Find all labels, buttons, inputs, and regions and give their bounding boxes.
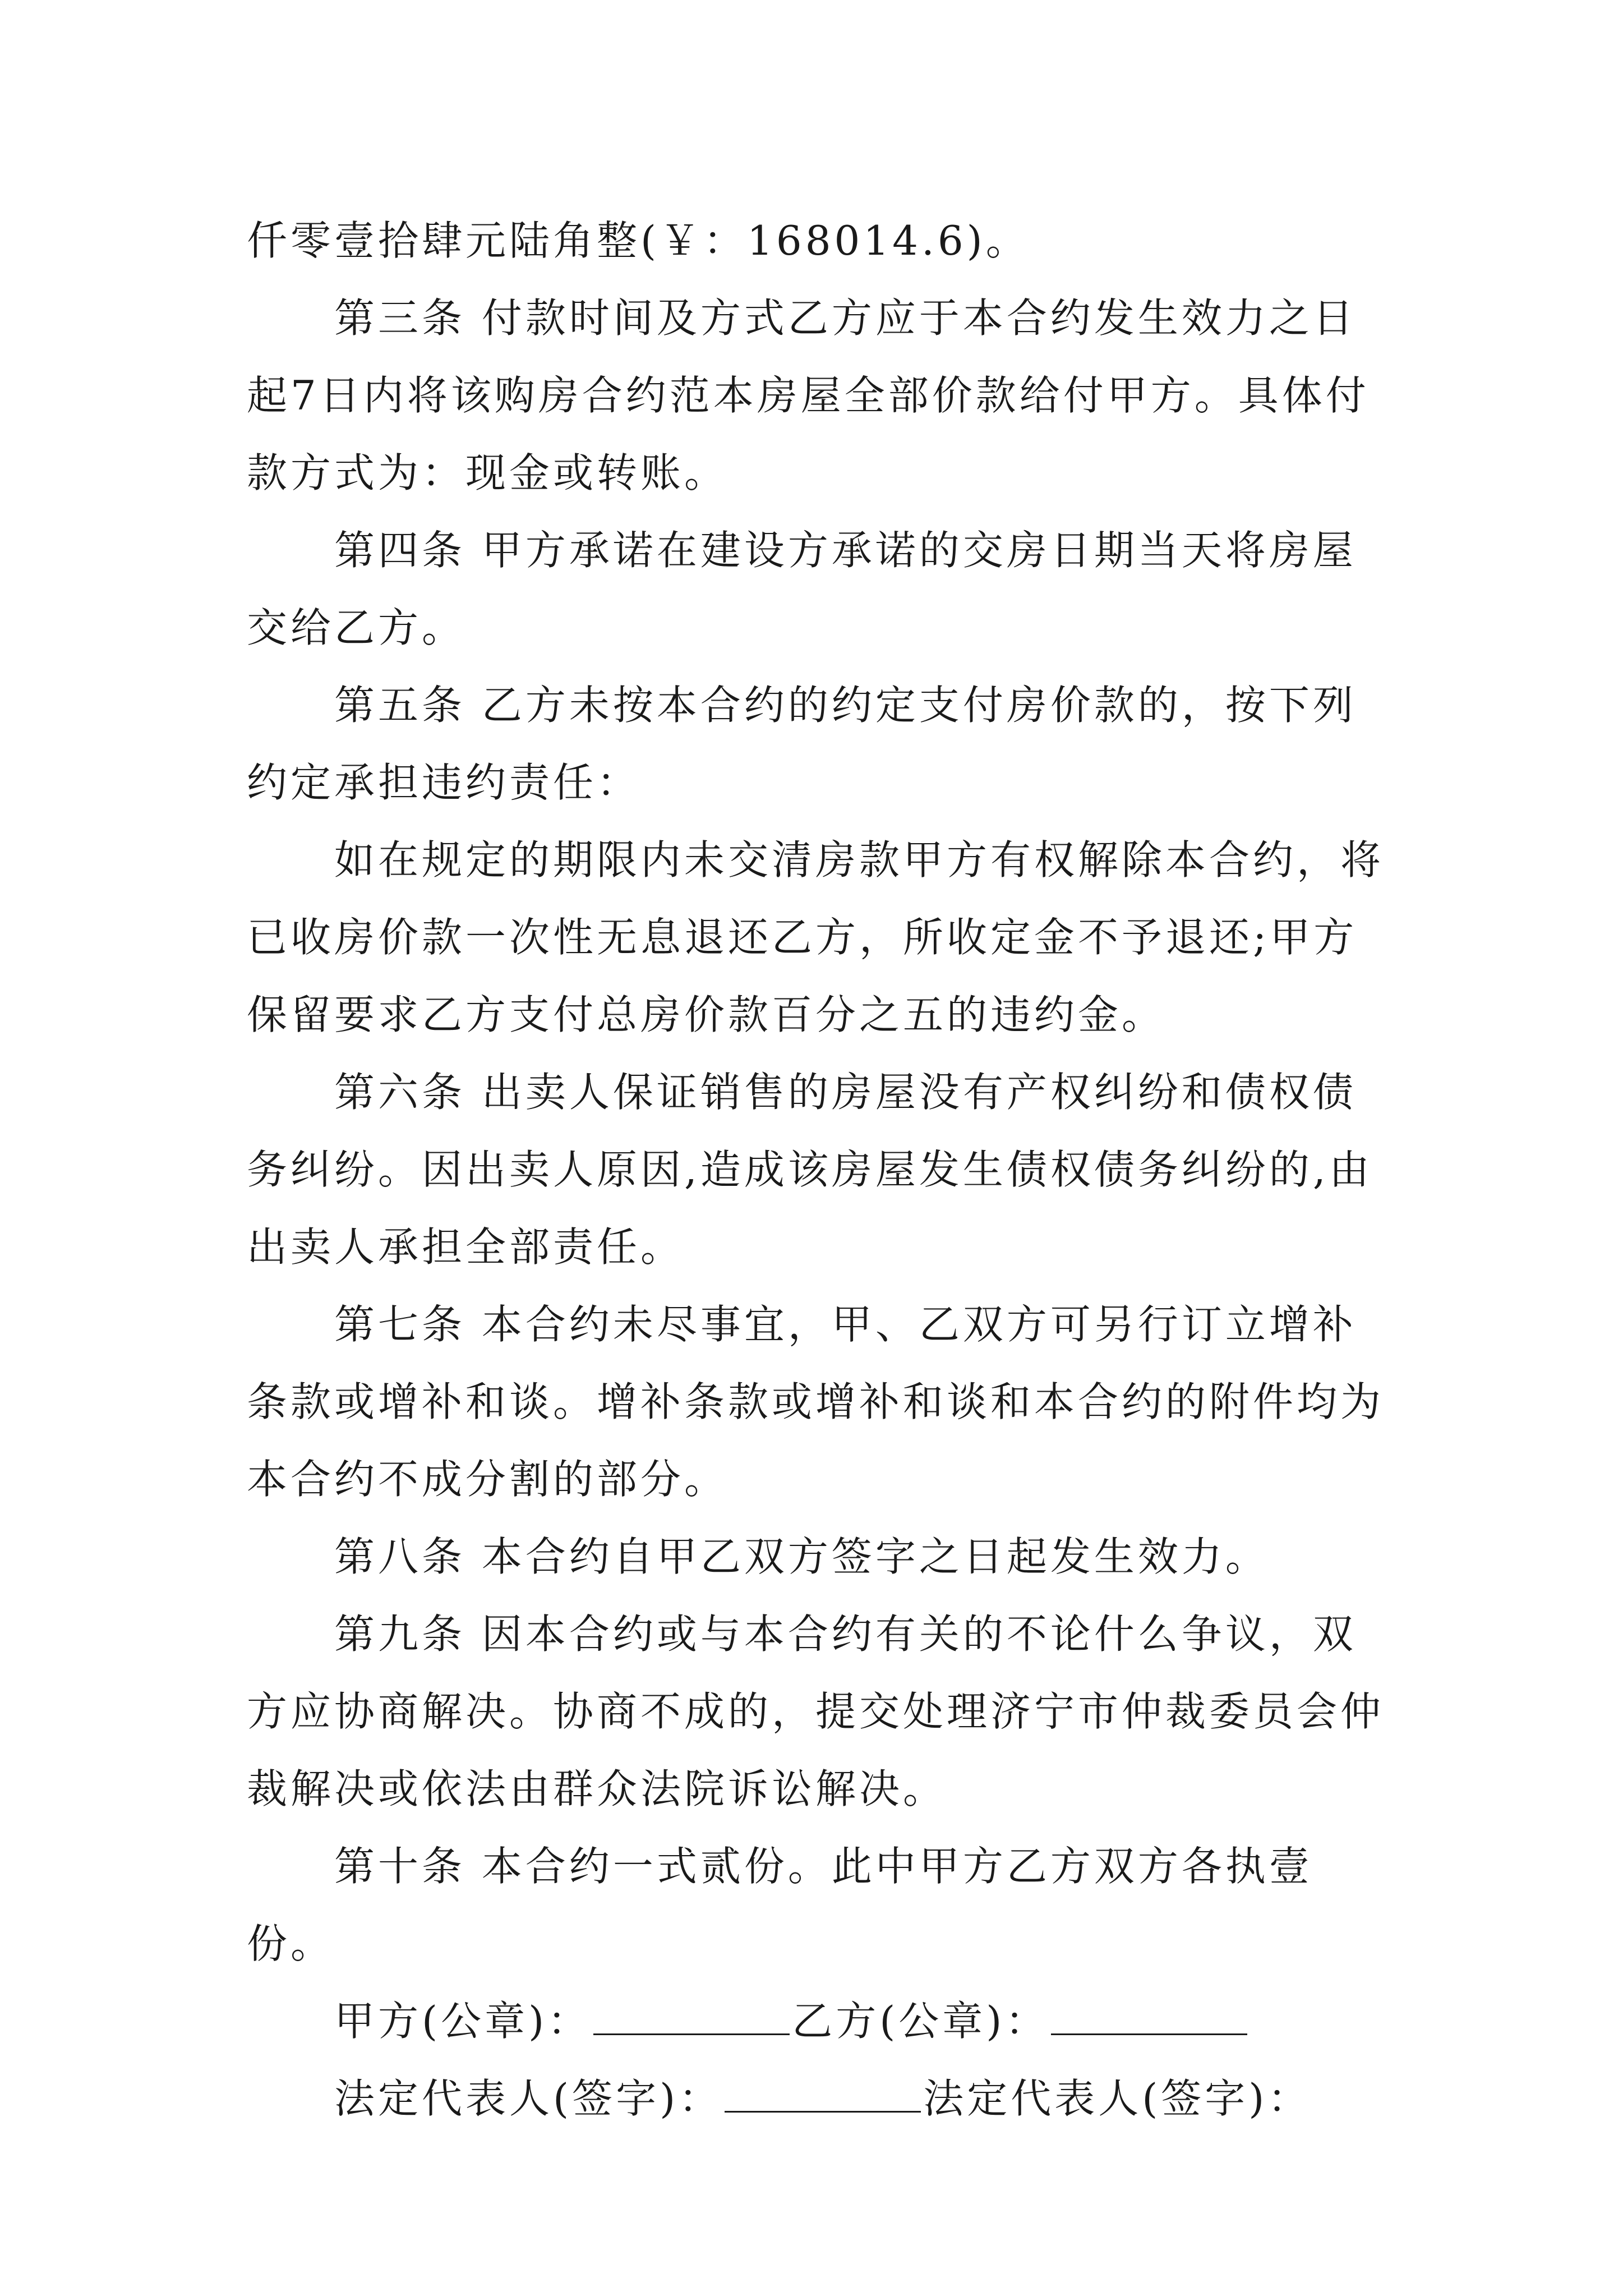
paragraph-article-5-detail: 如在规定的期限内未交清房款甲方有权解除本合约，将已收房价款一次性无息退还乙方，所收定金不予退还;甲方保留要求乙方支付总房价款百分之五的违约金。 [247, 836, 1385, 1038]
party-b-seal-label: 乙方(公章)： [792, 1998, 1049, 2045]
document-body [247, 202, 1391, 2137]
signature-rep-line [247, 2060, 1391, 2137]
paragraph-article-5: 第五条 乙方未按本合约的约定支付房价款的，按下列约定承担违约责任： [247, 682, 1357, 806]
party-a-seal-blank [593, 2000, 790, 2035]
paragraph-article-4: 第四条 甲方承诺在建设方承诺的交房日期当天将房屋交给乙方。 [247, 527, 1357, 651]
party-a-rep-blank [725, 2077, 921, 2113]
party-b-seal-blank [1051, 2000, 1247, 2035]
paragraph-article-6: 第六条 出卖人保证销售的房屋没有产权纠纷和债权债务纠纷。因出卖人原因,造成该房屋发生债权债务纠纷的,由出卖人承担全部责任。 [247, 1069, 1373, 1271]
paragraph-article-7: 第七条 本合约未尽事宜，甲、乙双方可另行订立增补条款或增补和谈。增补条款或增补和谈和本合约的附件均为本合约不成分割的部分。 [247, 1301, 1385, 1503]
party-b-rep-label: 法定代表人(签字)： [923, 2075, 1312, 2122]
paragraph-article-9: 第九条 因本合约或与本合约有关的不论什么争议，双方应协商解决。协商不成的，提交处理济宁市仲裁委员会仲裁解决或依法由群众法院诉讼解决。 [247, 1611, 1385, 1812]
party-a-rep-label: 法定代表人(签字)： [334, 2075, 723, 2122]
party-a-seal-label: 甲方(公章)： [334, 1998, 592, 2045]
signature-seal-line [247, 1982, 1391, 2060]
paragraph-article-3: 第三条 付款时间及方式乙方应于本合约发生效力之日起7日内将该购房合约范本房屋全部价款给付甲方。具体付款方式为：现金或转账。 [247, 295, 1370, 496]
paragraph-article-8: 第八条 本合约自甲乙双方签字之日起发生效力。 [334, 1533, 1269, 1580]
paragraph-article-10: 第十条 本合约一式贰份。此中甲方乙方双方各执壹份。 [247, 1843, 1313, 1967]
paragraph-amount: 仟零壹拾肆元陆角整(￥：168014.6)。 [247, 217, 1030, 264]
